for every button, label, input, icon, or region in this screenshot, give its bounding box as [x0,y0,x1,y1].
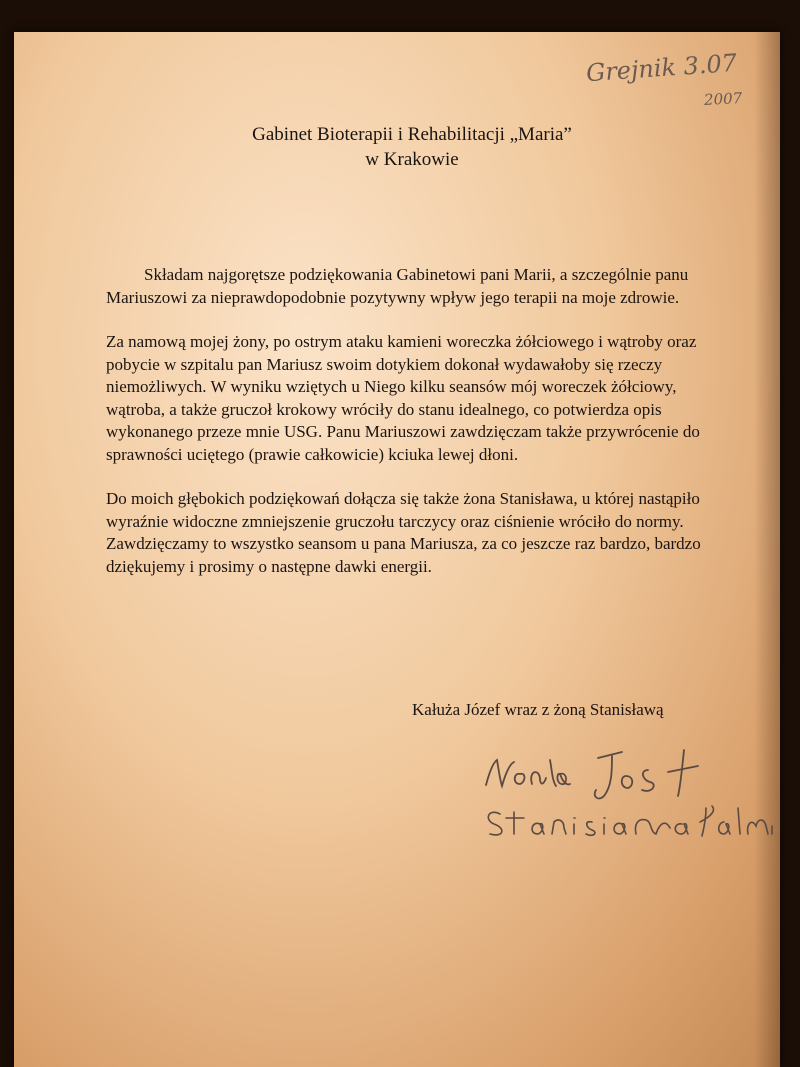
body-paragraph-4: Zawdzięczamy to wszystko seansom u pana Mariusza, za co jeszcze raz bardzo, bardzo dziękujemy i prosimy o następne dawki energii. [106,534,701,576]
signature-stanislawa [488,806,772,836]
body-paragraph-1: Składam najgorętsze podziękowania Gabinetowi pani Marii, a szczególnie panu Mariuszowi za nieprawdopodobnie pozytywny wpływ jego terapii na moje zdrowie. [106,265,689,307]
body-paragraph-3: Do moich głębokich podziękowań dołącza się także żona Stanisława, u której nastąpiło wyraźnie widoczne zmniejszenie gruczołu tarczycy oraz ciśnienie wróciło do normy. [106,489,700,531]
header-line2: w Krakowie [365,149,459,170]
handwritten-note-line2: 2007 [703,89,743,109]
body-paragraph-2: Za namową mojej żony, po ostrym ataku kamieni woreczka żółciowego i wątroby oraz pobycie w szpitalu pan Mariusz swoim dotykiem dokonał wydawałoby się rzeczy niemożliwych. W wyniku wziętych u Niego kilku seansów mój woreczek żółciowy, wątroba, a także gruczoł krokowy wróciły do stanu idealnego, co potwierdza opis wykonanego przeze mnie USG. Panu Mariuszowi zawdzięczam także przywrócenie do sprawności uciętego (prawie całkowicie) kciuka lewej dłoni. [106,332,700,464]
header-line1: Gabinet Bioterapii i Rehabilitacji „Maria” [252,124,572,145]
handwritten-note-line1: Grejnik 3.07 [585,48,738,88]
signature-jozef [486,750,698,798]
signature-name: Kałuża Józef wraz z żoną Stanisławą [412,700,664,719]
